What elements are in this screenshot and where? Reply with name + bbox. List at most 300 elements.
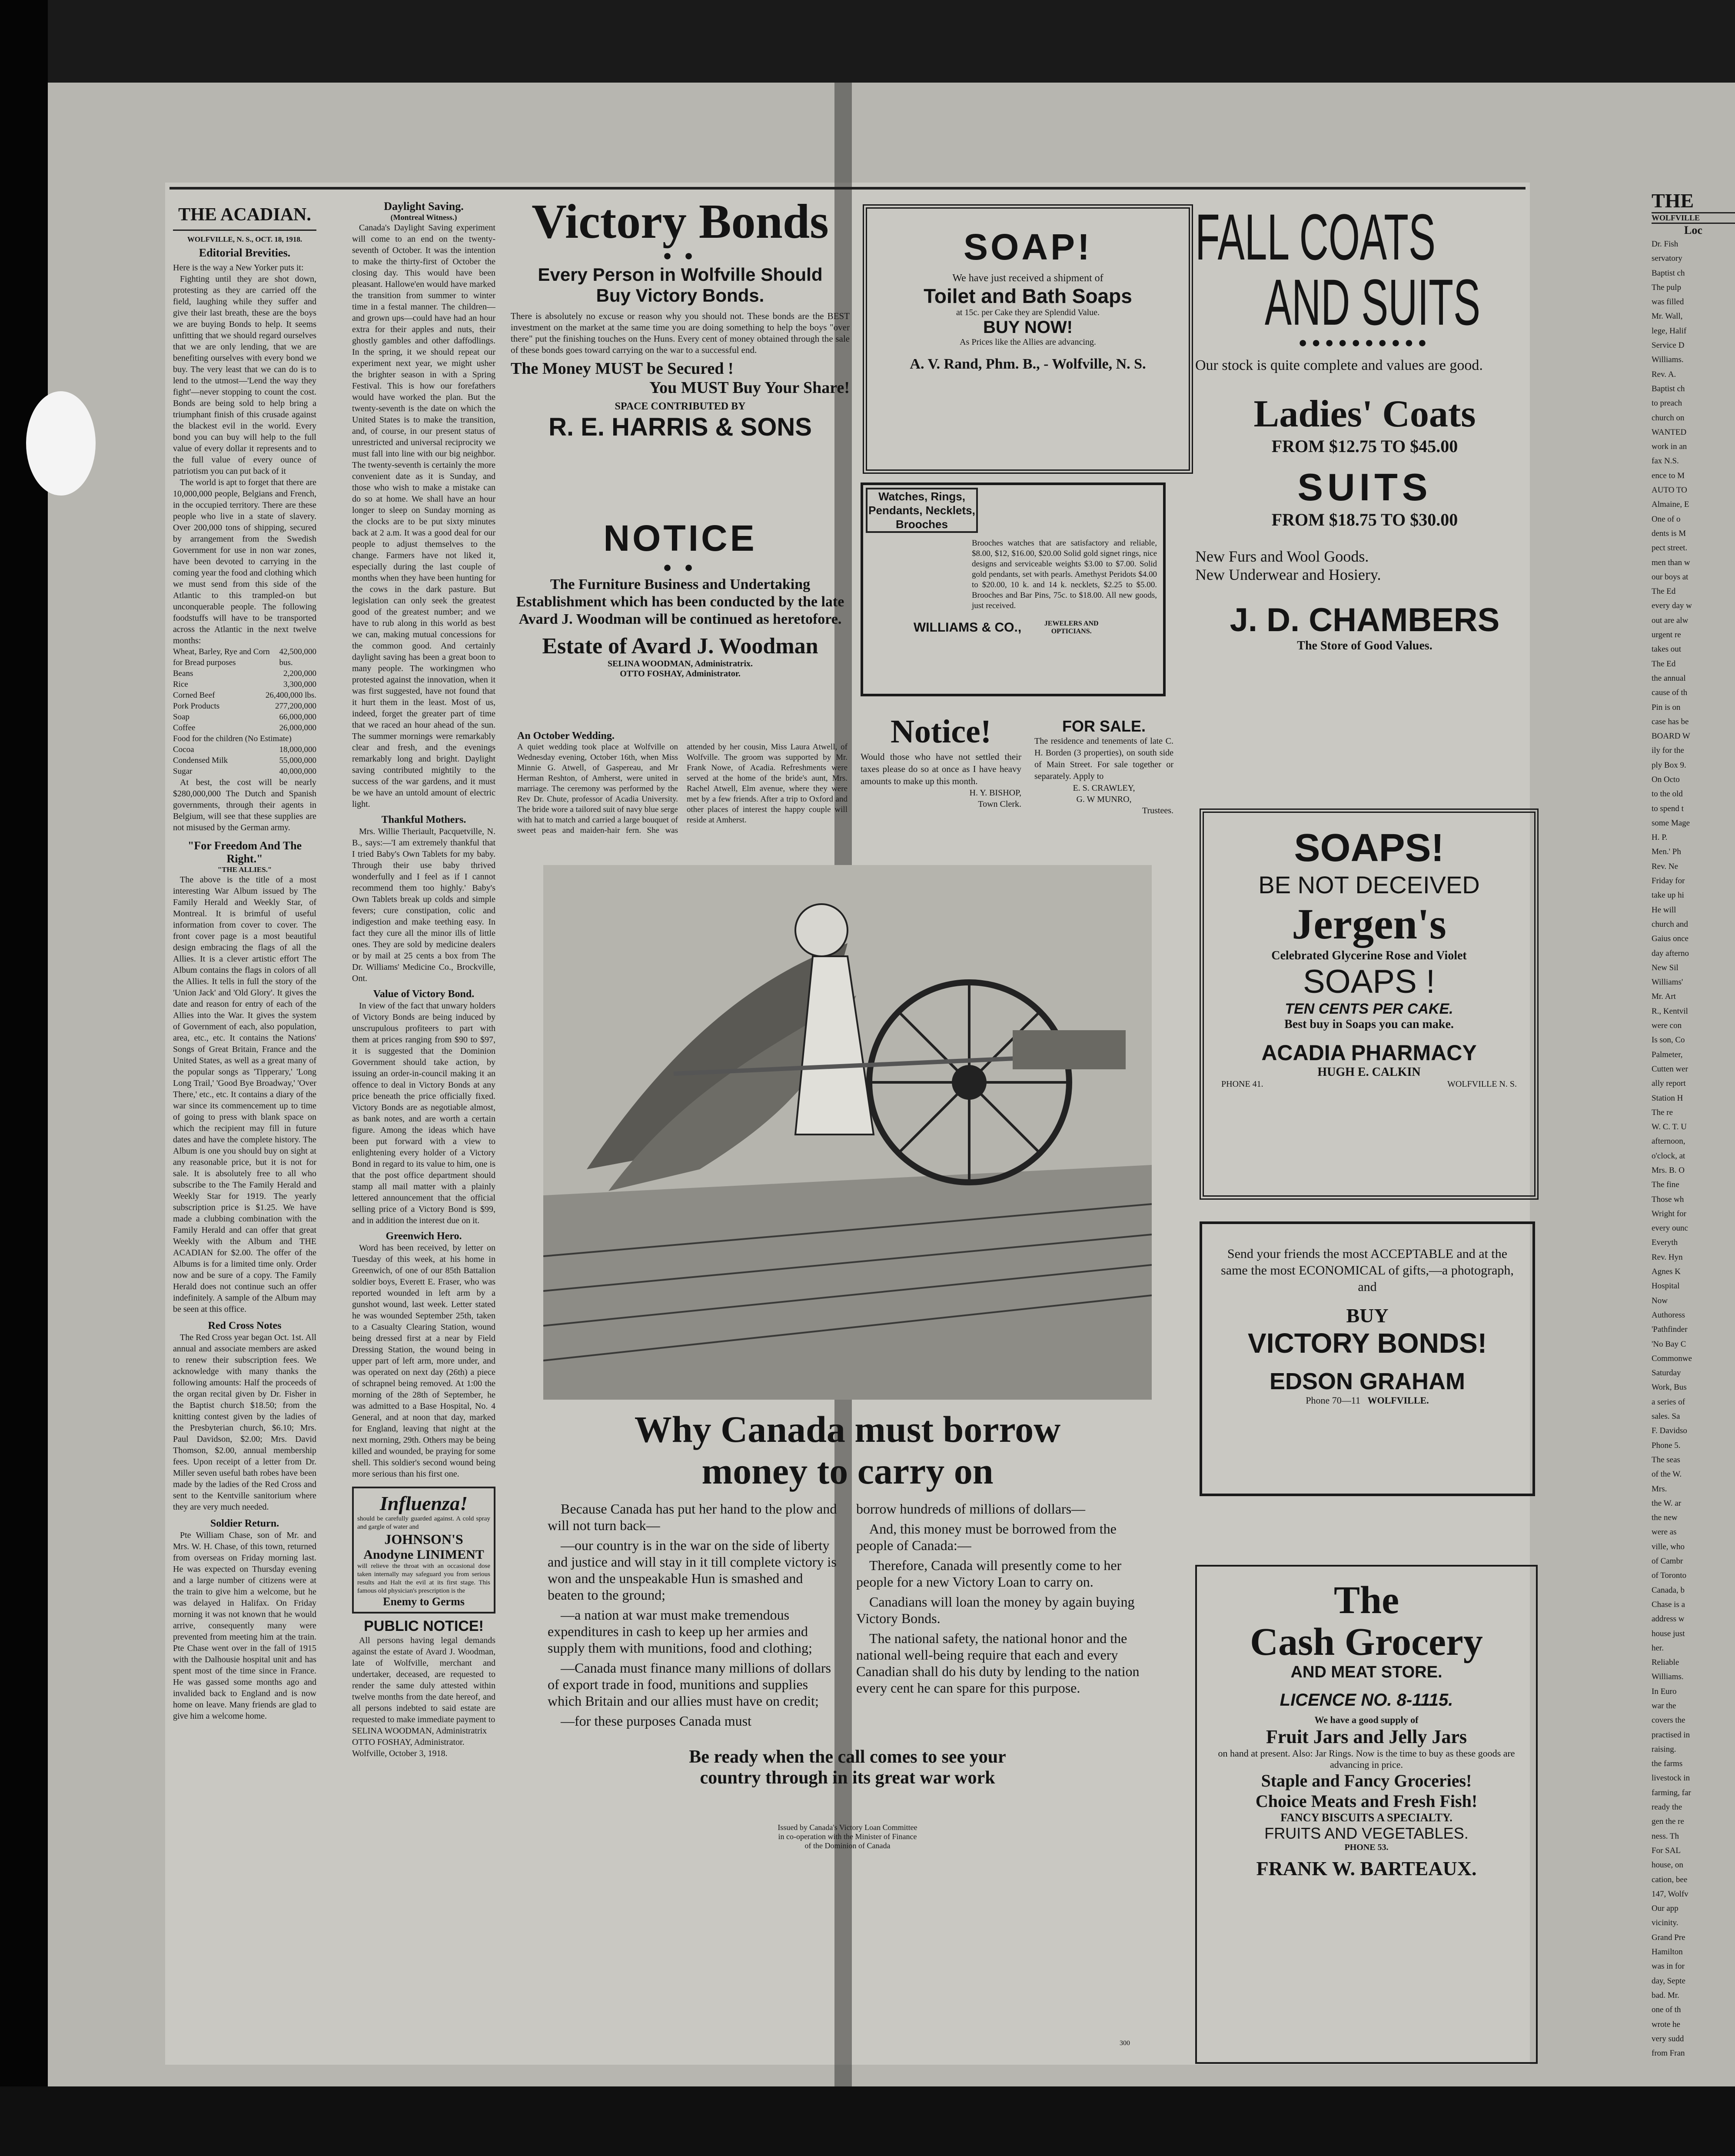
strip-line: to the old	[1652, 789, 1683, 799]
strip-line: the annual	[1652, 673, 1686, 683]
strip-line: one of th	[1652, 2005, 1681, 2015]
strip-line: Baptist ch	[1652, 268, 1685, 278]
borrow-left-p: —Canada must finance many millions of dollars of export trade in food, munitions and supplies which Britain and our allies must have on credit;	[548, 1660, 831, 1709]
acadia-h2: BE NOT DECEIVED	[1258, 871, 1480, 898]
influenza-product: Anodyne LINIMENT	[363, 1547, 484, 1562]
strip-line: work in an	[1652, 442, 1687, 452]
graham-body: Send your friends the most ACCEPTABLE and at the same the most ECONOMICAL of gifts,—a photograph, and	[1221, 1247, 1514, 1294]
strip-line: case has be	[1652, 717, 1689, 726]
food-row: Pork Products 277,200,000	[173, 702, 316, 711]
soap-rand-ad	[863, 204, 1193, 474]
strip-line: Rev. Hyn	[1652, 1252, 1683, 1262]
scan-bottom-edge	[0, 2086, 1735, 2156]
masthead-title: THE ACADIAN.	[178, 205, 311, 225]
greenwich-body: Word has been received, by letter on Tuesday of this week, at his home in Greenwich, of one of our 85th Battalion soldier boys, Everett E. Fraser, who was reported wounded in left arm by a gunshot wound, last week. Letter stated he was wounded September 25th, taken to a Casualty Clearing Station, wound being dressed first at a near by Field Dressing Station, the wound being in upper part of left arm, more under, and was operated on next day (26th) a piece of schrapnel being removed. At 1:00 the morning of the 28th of September, he was admitted to a Base Hospital, No. 4 General, and at noon that day, marked for England, leaving that night at the next morning, 29th. Others may be being killed and wounded, be praying for some shell. This soldier's second wound being more serious than his first one.	[352, 1243, 495, 1479]
strip-line: was in for	[1652, 1962, 1685, 1971]
punch-hole	[26, 391, 96, 496]
strip-line: every ounc	[1652, 1224, 1688, 1233]
victory-must: The Money MUST be Secured !	[511, 359, 734, 378]
scan-left-edge	[0, 0, 48, 2156]
watches-firm: WILLIAMS & CO.,	[913, 620, 1022, 635]
borrow-issued2: in co-operation with the Minister of Finance	[778, 1832, 917, 1841]
strip-line: The Ed	[1652, 659, 1676, 669]
influenza-ad	[352, 1487, 495, 1614]
strip-line: ready the	[1652, 1803, 1682, 1812]
strip-line: Dr. Fish	[1652, 240, 1678, 249]
borrow-call1: Be ready when the call comes to see your	[689, 1747, 1006, 1767]
editorial-p2: Fighting until they are shot down, protesting as they are carried off the field, laughing while they suffer and give their last breath, these are the boys we are buying Bonds to help. It seems unfitting that we should regard ourselves that we are only lending, that we are benefiting ourselves with every bond we buy. The very least that we can do is to lend to the utmost—'Lend the way they fight'—never stopping to count the cost. Bonds are being sold to help bring a triumphant finish of this crusade against the blackest evil in the world. Every bond you can buy will help to the full value of every dollar it represents and to the full value of every ounce of patriotism you can put back of it	[173, 274, 316, 476]
notice-woodman-body: The Furniture Business and Undertaking Establishment which has been conducted by the late Avard J. Woodman will be continued as heretofore.	[516, 576, 844, 627]
victory-body: There is absolutely no excuse or reason why you should not. These bonds are the BEST investment on the market at the same time you are doing something to help the boys "over there" put the finishing touches on the Huns. Every cent of money obtained through the sale of these bonds goes toward carrying on the war to a successful end.	[511, 311, 850, 355]
strip-line: was filled	[1652, 297, 1684, 307]
strip-line: Almaine, E	[1652, 500, 1689, 509]
chambers-suits-price: FROM $18.75 TO $30.00	[1271, 510, 1458, 529]
allegory-figure-image	[543, 865, 1152, 1400]
strip-line: men than w	[1652, 558, 1690, 567]
borrow-left-p: —a nation at war must make tremendous expenditures in cash to keep up her armies and supply them with munitions, food and clothing;	[548, 1607, 812, 1656]
strip-line: the farms	[1652, 1759, 1683, 1769]
graham-contact: Phone 70—11 WOLFVILLE.	[1306, 1395, 1429, 1406]
strip-line: One of o	[1652, 514, 1681, 524]
strip-line: her.	[1652, 1643, 1664, 1653]
dateline: WOLFVILLE, N. S., OCT. 18, 1918.	[187, 235, 302, 243]
strip-line: the new	[1652, 1513, 1678, 1523]
borrow-left-p: —our country is in the war on the side of liberty and justice and will stay in it till complete victory is won and the unspeakable Hun is smashed and beaten to the ground;	[548, 1537, 837, 1603]
food-row: Soap 66,000,000	[173, 712, 316, 722]
acadia-desc: Celebrated Glycerine Rose and Violet	[1271, 949, 1467, 962]
strip-line: The seas	[1652, 1455, 1680, 1464]
graham-buy: BUY	[1346, 1304, 1389, 1327]
influenza-brand: JOHNSON'S	[384, 1531, 463, 1547]
food-row: Coffee 26,000,000	[173, 723, 316, 732]
soap-l1: We have just received a shipment of	[952, 273, 1103, 284]
public-notice-sig3: Wolfville, October 3, 1918.	[352, 1749, 448, 1758]
strip-line: 'Pathfinder	[1652, 1325, 1688, 1334]
strip-line: church on	[1652, 413, 1685, 423]
strip-line: Mr. Art	[1652, 992, 1676, 1001]
acadia-price: TEN CENTS PER CAKE.	[1285, 1001, 1453, 1017]
graham-bonds: VICTORY BONDS!	[1248, 1328, 1487, 1359]
strip-line: address w	[1652, 1614, 1685, 1624]
chambers-tag: The Store of Good Values.	[1297, 639, 1433, 652]
next-page-strip	[1652, 187, 1735, 2082]
wedding-title: An October Wedding.	[517, 730, 615, 742]
soldier-title: Soldier Return.	[210, 1518, 279, 1529]
strip-line: Williams'	[1652, 978, 1683, 987]
redcross-title: Red Cross Notes	[208, 1320, 282, 1331]
food-after: At best, the cost will be nearly $280,000,000 The Dutch and Spanish governments, through their agents in Belgium, will see that these supplies are not misused by the German army.	[173, 778, 316, 832]
borrow-right	[856, 1501, 1147, 1729]
strip-line: New Sil	[1652, 963, 1678, 972]
strip-line: In Euro	[1652, 1687, 1677, 1696]
victory-loan-illustration	[543, 865, 1152, 1400]
strip-line: every day w	[1652, 601, 1692, 611]
strip-line: lege, Halif	[1652, 326, 1687, 336]
strip-line: Cutten wer	[1652, 1064, 1688, 1074]
strip-line: Work, Bus	[1652, 1383, 1687, 1392]
notice-woodman	[511, 517, 850, 722]
strip-line: Men.' Ph	[1652, 847, 1681, 857]
scan-top-edge	[0, 0, 1735, 83]
ornament: ● ●	[663, 559, 698, 576]
strip-line: vicinity.	[1652, 1918, 1678, 1928]
grocery-h2: Cash Grocery	[1250, 1620, 1483, 1664]
acadia-pharmacy-ad	[1200, 808, 1539, 1200]
strip-line: church and	[1652, 919, 1688, 929]
acadia-owner: HUGH E. CALKIN	[1317, 1065, 1421, 1079]
strip-line: Phone 5.	[1652, 1441, 1681, 1450]
acadia-h3: SOAPS !	[1303, 963, 1436, 1000]
notice-tax	[861, 713, 1021, 869]
strip-line: The fine	[1652, 1180, 1679, 1190]
notice-woodman-s2: OTTO FOSHAY, Administrator.	[620, 669, 741, 679]
strip-line: day, Septe	[1652, 1976, 1685, 1986]
freedom-title: "For Freedom And The Right."	[187, 839, 302, 865]
victory-sub1: Every Person in Wolfville Should	[538, 264, 823, 285]
soap-title: SOAP!	[963, 226, 1093, 267]
grocery-licence: LICENCE NO. 8-1115.	[1280, 1690, 1453, 1710]
borrow-call2: country through in its great war work	[700, 1768, 995, 1788]
borrow-right-p: Therefore, Canada will presently come to her people for a new Victory Loan to carry on.	[856, 1557, 1122, 1590]
soap-l5: As Prices like the Allies are advancing.	[960, 337, 1096, 347]
strip-title: THE	[1652, 190, 1694, 212]
soap-l3: at 15c. per Cake they are Splendid Value.	[956, 308, 1100, 317]
strip-line: of the W.	[1652, 1470, 1682, 1479]
food-row: Cocoa 18,000,000	[173, 745, 316, 754]
chambers-firm: J. D. CHAMBERS	[1230, 602, 1500, 639]
notice-tax-title: Notice!	[890, 713, 992, 750]
strip-line: to spend t	[1652, 804, 1684, 813]
daylight-body: Canada's Daylight Saving experiment will come to an end on the twenty-seventh of October. It was the intention to make the thirty-first of October the closing day. This would have been pleasant. Hallowe'en would have marked the transition from summer to winter time in a festal manner. The children—and grown ups—could have had an hour extra for their apples and nuts, their ghostly gambles and other daffodlings. In the spring, it we should repeat our experiment next year, we might usher the brighter season in with a Spring Festival. This is how our forefathers would have worked the plan. But the twenty-seventh is the date on which the United States is to make the transition, and, of course, in our present status of unrestricted and universal reciprocity we must fall into line with our big neighbor. The twenty-seventh is certainly the more convenient date as it is Sunday, and those who wish to make a mistake can do so at home. We shall have an hour longer to sleep on Sunday morning as the clocks are to be put sixty minutes back at 2 a.m. It was a good deal for our people to adjust themselves to the change. Farmers have not liked it, especially during the last couple of months when they have been hunting for the cows in the dark pasture. But legislation can only seek the greatest good of the greatest number; and we have to rub along in this world as best we can, making mutual concessions for the common good. And certainly daylight saving has been a great boon to many people. The workingmen who protested against the innovation, when it was first suggested, have not found that it hurt them in the least. Most of us, indeed, forget the greater part of time that we raced an hour ahead of the sun. The summer mornings were remarkably clear and fresh, and the evenings remarkably long and bright. Daylight saving contributed mightily to the success of the war gardens, and it must be we have an untold amount of electric light.	[352, 223, 495, 809]
editorial-p1: Here is the way a New Yorker puts it:	[173, 263, 304, 273]
strip-line: takes out	[1652, 645, 1682, 654]
strip-line: Hospital	[1652, 1281, 1680, 1291]
strip-line: livestock in	[1652, 1773, 1690, 1783]
strip-line: F. Davidso	[1652, 1426, 1687, 1436]
for-sale	[1034, 717, 1173, 869]
redcross-body: The Red Cross year began Oct. 1st. All annual and associate members are asked to renew their subscription fees. We acknowledge with many thanks the following amounts: Half the proceeds of the organ recital given by Dr. Fisher in the Baptist church $18.50; from the knitting contest given by the ladies of the Presbyterian church, $6.10; Mrs. Paul Davidson, $2.00; Mrs. David Thomson, $2.00, annual membership fees. Upon receipt of a letter from Dr. Miller seven useful bath robes have been made by the ladies of the Red Cross and sent to the Kentville sanitorium where they are very much needed.	[173, 1333, 316, 1512]
strip-line: Mrs.	[1652, 1484, 1667, 1494]
strip-line: dents is M	[1652, 529, 1686, 538]
watches-trade: JEWELERS AND OPTICIANS.	[1044, 620, 1099, 635]
food-row: Wheat, Barley, Rye and Corn for Bread purposes 42,500,000 bus.	[173, 647, 316, 667]
strip-line: H. P.	[1652, 833, 1668, 842]
strip-line: ally report	[1652, 1079, 1686, 1088]
acadia-phone: PHONE 41.	[1221, 1079, 1263, 1089]
borrow-left-p: Because Canada has put her hand to the plow and will not turn back—	[548, 1501, 837, 1533]
borrow-right-p: And, this money must be borrowed from the people of Canada:—	[856, 1521, 1117, 1553]
strip-line: ness. Th	[1652, 1831, 1679, 1841]
food-row: Condensed Milk 55,000,000	[173, 756, 316, 765]
thankful-body: Mrs. Willie Theriault, Pacquetville, N. B., says:—'I am extremely thankful that I tried Baby's Own Tablets for my baby. Through their use baby thrived wonderfully and I feel as if I cannot recommend them too highly.' Baby's Own Tablets break up colds and simple fevers; cure constipation, colic and indigestion and make teething easy. In fact they cure all the minor ills of little ones. They are sold by medicine dealers or by mail at 25 cents a box from The Dr. Williams' Medicine Co., Brockville, Ont.	[352, 827, 495, 983]
strip-line: very sudd	[1652, 2034, 1684, 2043]
acadia-store: ACADIA PHARMACY	[1261, 1041, 1477, 1065]
grocery-l5: Choice Meats and Fresh Fish!	[1255, 1791, 1478, 1811]
strip-line: covers the	[1652, 1716, 1685, 1725]
strip-line: take up hi	[1652, 891, 1684, 900]
divider	[173, 230, 316, 231]
wedding-article	[517, 730, 848, 869]
borrow-title1: Why Canada must borrow	[634, 1408, 1061, 1450]
strip-line: R., Kentvil	[1652, 1006, 1688, 1016]
strip-line: house just	[1652, 1629, 1685, 1638]
grocery-l6: FANCY BISCUITS A SPECIALTY.	[1280, 1811, 1452, 1824]
strip-line: Rev. Ne	[1652, 862, 1678, 871]
strip-line: He will	[1652, 905, 1676, 915]
victory-sponsor: R. E. HARRIS & SONS	[548, 413, 812, 441]
public-notice-body: All persons having legal demands against the estate of Avard J. Woodman, late of Wolfville, merchant and undertaker, deceased, are requested to render the same duly attested within twelve months from the date hereof, and all persons indebted to said estate are requested to make immediate payment to	[352, 1636, 495, 1724]
strip-line: Saturday	[1652, 1368, 1681, 1378]
strip-line: bad. Mr.	[1652, 1990, 1679, 2000]
for-sale-body: The residence and tenements of late C. H. Borden (3 properties), on south side of Main Street. For sale together or separately. Apply to	[1034, 736, 1173, 781]
strip-line: The re	[1652, 1108, 1673, 1117]
wedding-body: A quiet wedding took place at Wolfville on Wednesday evening, October 16th, when Miss Minnie G. Atwell, of Gaspereau, and Mr Herman Reshton, of Amherst, were united in marriage. The ceremony was performed by the Rev Dr. Chute, professor of Acadia University. The bride wore a tailored suit of navy blue serge with hat to match and carried a large bouquet of sweet peas and maiden-hair fern. She was attended by her cousin, Miss Laura Atwell, of Wolfville. The groom was supported by Mr. Frank Nowe, of Acadia. Refreshments were served at the home of the bride's aunt, Mrs. Rachel Atwell, Elm avenue, where they were met by a few friends. After a trip to Oxford and other places of interest the happy couple will reside at Amherst.	[517, 742, 848, 835]
notice-tax-sig1: H. Y. BISHOP,	[969, 788, 1021, 798]
soldier-body: Pte William Chase, son of Mr. and Mrs. W. H. Chase, of this town, returned from overseas on Friday morning last. He was expected on Thursday evening and a large number of citizens were at the train to give him a welcome, but he was delayed in Halifax. On Friday morning it was not known that he would arrive, consequently many were prevented from meeting him at the train. Pte Chase went over in the fall of 1915 with the Dalhousie hospital unit and has spent most of the time since in France. He was gassed some months ago and invalided back to England and is now home on leave. Many friends are glad to give him a welcome home.	[173, 1530, 316, 1721]
victory-space: SPACE CONTRIBUTED BY	[615, 401, 746, 412]
strip-line: servatory	[1652, 254, 1682, 263]
value-body: In view of the fact that unwary holders of Victory Bonds are being induced by unscrupulous profiteers to part with them at prices ranging from $90 to $97, it is suggested that the Dominion Government should take action, by issuing an order-in-council making it an offence to deal in Victory Bonds at any price beneath the price officially fixed. Victory Bonds are as negotiable almost, as bank notes, and are worth a certain figure. Among the ideas which have been put forward with a view to enlightening every holder of a Victory Bond in regard to its value to him, one is that the post office department should stamp all mail matter with a plainly lettered announcement that the official selling price of a Victory Bond is $99, and in addition the interest due on it.	[352, 1001, 495, 1225]
strip-line: Commonwe	[1652, 1354, 1692, 1363]
strip-line: our boys at	[1652, 572, 1688, 582]
influenza-line1: should be carefully guarded against. A cold spray and gargle of water and	[357, 1515, 490, 1530]
notice-woodman-estate: Estate of Avard J. Woodman	[542, 634, 818, 659]
strip-line: Reliable	[1652, 1658, 1679, 1667]
strip-line: Is son, Co	[1652, 1035, 1685, 1045]
grocery-phone: PHONE 53.	[1344, 1843, 1389, 1852]
strip-line: The pulp	[1652, 283, 1682, 292]
for-sale-sig3: Trustees.	[1142, 806, 1173, 815]
strip-dateline: WOLFVILLE	[1652, 212, 1735, 224]
influenza-footer: Enemy to Germs	[383, 1595, 465, 1608]
chambers-h2: AND SUITS	[1265, 266, 1481, 339]
acadia-town: WOLFVILLE N. S.	[1447, 1079, 1517, 1089]
strip-line: Palmeter,	[1652, 1050, 1683, 1059]
watches-ad	[861, 482, 1166, 696]
daylight-source: (Montreal Witness.)	[390, 213, 457, 222]
victory-title: Victory Bonds	[532, 196, 829, 249]
strip-line: Grand Pre	[1652, 1933, 1685, 1942]
borrow-issued3: of the Dominion of Canada	[804, 1841, 891, 1850]
strip-line: urgent re	[1652, 630, 1681, 640]
strip-line: Service D	[1652, 341, 1685, 350]
grocery-h1: The	[1333, 1579, 1399, 1622]
strip-line: war the	[1652, 1701, 1676, 1710]
strip-line: a series of	[1652, 1397, 1685, 1407]
strip-line: the W. ar	[1652, 1498, 1682, 1508]
strip-line: afternoon,	[1652, 1137, 1685, 1146]
strip-line: WANTED	[1652, 427, 1687, 437]
influenza-title: Influenza!	[380, 1492, 468, 1514]
grocery-owner: FRANK W. BARTEAUX.	[1256, 1857, 1477, 1880]
editorial-heading: Editorial Brevities.	[199, 246, 291, 259]
strip-line: o'clock, at	[1652, 1151, 1685, 1161]
strip-line: 147, Wolfv	[1652, 1889, 1688, 1899]
strip-line: Chase is a	[1652, 1600, 1685, 1609]
food-row: Food for the children (No Estimate)	[173, 734, 292, 743]
strip-line: Agnes K	[1652, 1267, 1681, 1277]
acadia-h1: SOAPS!	[1294, 826, 1444, 870]
strip-line: day afterno	[1652, 948, 1689, 958]
strip-line: of Cambr	[1652, 1557, 1683, 1566]
for-sale-sig1: E. S. CRAWLEY,	[1073, 783, 1135, 793]
chambers-suits: SUITS	[1297, 466, 1432, 509]
food-row: Sugar 40,000,000	[173, 767, 316, 776]
strip-line: Now	[1652, 1296, 1668, 1305]
public-notice-sig1: SELINA WOODMAN, Administratrix	[352, 1726, 487, 1736]
strip-line: Williams.	[1652, 1672, 1684, 1682]
chambers-h1: FALL COATS	[1195, 204, 1436, 273]
freedom-body: The above is the title of a most interesting War Album issued by The Family Herald and Weekly Star, of Montreal. It is brimful of useful information from cover to cover. The front cover page is a most beautiful design embracing the flags of all the Allies. It is a clever artistic effort The Album contains the flags in colors of all the Allies. It tells in full the story of the 'Union Jack' and 'Old Glory'. It gives the date and reason for entry of each of the Allies into the War. It gives the system of Government of each, also population, area, etc., etc. It contains the Nations' Songs of Great Britain, France and the United States, as well as a great many of the popular songs as 'Tipperary,' 'Long Long Trail,' 'Good Bye Broadway,' 'Over There,' etc., etc. It contains a diary of the war since its commencement up to time of going to press with blank space on which the recipient may fill in future dates and have the complete history. The Album is one you should buy on sight at any reasonable price, but it is not for sale. It is absolutely free to all who subscribe to the The Family Herald and Weekly Star for 1919. The yearly subscription price is $1.25. We have made a clubbing combination with the Family Herald and can offer that great Weekly with the Album and THE ACADIAN for $2.00. The offer of the Albums is for a limited time only. Order now and be sure of a copy. The Family Herald does not continue such an offer indefinitely. A sample of the Album may be seen at this office.	[173, 875, 316, 1314]
borrow-ad	[548, 1408, 1147, 2065]
chambers-ad	[1195, 204, 1534, 813]
strip-line: some Mage	[1652, 818, 1690, 828]
ornament: ● ●	[663, 248, 698, 264]
grocery-h3: AND MEAT STORE.	[1290, 1663, 1443, 1681]
cash-grocery-ad	[1195, 1565, 1538, 2064]
strip-line: Our app	[1652, 1904, 1678, 1913]
strip-line: fax N.S.	[1652, 456, 1679, 466]
strip-line: ville, who	[1652, 1542, 1685, 1551]
strip-line: ence to M	[1652, 471, 1685, 480]
food-row: Corned Beef 26,400,000 lbs.	[173, 691, 316, 700]
strip-line: AUTO TO	[1652, 486, 1687, 495]
influenza-line2: will relieve the throat with an occasional dose taken internally may safeguard you from serious results and Halt the evil at its first stage. This famous old physician's prescription is the	[357, 1563, 490, 1594]
strip-line: On Octo	[1652, 775, 1680, 784]
strip-line: Everyth	[1652, 1238, 1678, 1248]
borrow-left	[548, 1501, 839, 1729]
strip-line: cause of th	[1652, 688, 1688, 698]
strip-line: from Fran	[1652, 2049, 1685, 2058]
for-sale-sig2: G. W MUNRO,	[1076, 795, 1132, 804]
borrow-right-p: The national safety, the national honor and the national well-being require that each and every Canadian shall do his duty by lending to the nation every cent he can spare for this purpose.	[856, 1630, 1140, 1696]
value-title: Value of Victory Bond.	[373, 988, 475, 1000]
chambers-coats-price: FROM $12.75 TO $45.00	[1271, 436, 1458, 456]
editorial-p3: The world is apt to forget that there are 10,000,000 people, Belgians and French, in the occupied territory. There are these people who live in a state of slavery. Over 200,000 tons of shipping, secured by arrangement from the Swedish Government for use in non war zones, have been devoted to carrying in the coming year the food and clothing which we must send from this side of the Atlantic to this trampled-on but unconquerable people. The following foodstuffs will have to be transported across the Atlantic in the next twelve months:	[173, 478, 316, 645]
watches-footer	[863, 620, 1163, 635]
freedom-sub: "THE ALLIES."	[217, 865, 272, 874]
strip-line: Baptist ch	[1652, 384, 1685, 393]
borrow-columns	[548, 1501, 1147, 1729]
soap-l4: BUY NOW!	[983, 318, 1073, 337]
strip-line: Williams.	[1652, 355, 1684, 365]
strip-head: Loc	[1684, 224, 1702, 236]
column-two	[352, 196, 495, 2065]
strip-line: Those wh	[1652, 1194, 1684, 1204]
daylight-title: Daylight Saving.	[384, 200, 464, 213]
greenwich-title: Greenwich Hero.	[386, 1231, 462, 1242]
strip-line: Canada, b	[1652, 1585, 1685, 1595]
victory-sub2: Buy Victory Bonds.	[596, 285, 764, 306]
food-row: Rice 3,300,000	[173, 680, 316, 689]
strip-line: practised in	[1652, 1730, 1690, 1740]
strip-line: Rev. A.	[1652, 369, 1676, 379]
strip-line: For SAL	[1652, 1846, 1681, 1855]
food-row: Beans 2,200,000	[173, 669, 316, 678]
strip-line: gen the re	[1652, 1817, 1684, 1827]
borrow-num: 300	[1120, 2040, 1130, 2047]
notice-woodman-title: NOTICE	[603, 518, 757, 559]
strip-lines	[1652, 237, 1735, 2060]
strip-line: 'No Bay C	[1652, 1339, 1686, 1349]
ornament: ●●●●●●●●●●	[1298, 335, 1431, 351]
notice-woodman-s1: SELINA WOODMAN, Administratrix.	[607, 659, 753, 669]
strip-line: farming, far	[1652, 1788, 1691, 1797]
strip-line: were as	[1652, 1527, 1677, 1537]
borrow-right-p: borrow hundreds of millions of dollars—	[856, 1501, 1086, 1517]
watches-label: Watches, Rings, Pendants, Necklets, Brooches	[866, 488, 978, 533]
victory-share: You MUST Buy Your Share!	[649, 379, 850, 397]
grocery-l7: FRUITS AND VEGETABLES.	[1264, 1824, 1469, 1842]
chambers-l1: New Furs and Wool Goods.	[1195, 548, 1369, 565]
strip-line: Wright for	[1652, 1209, 1686, 1218]
borrow-title2: money to carry on	[701, 1450, 994, 1492]
grocery-l2: Fruit Jars and Jelly Jars	[1266, 1726, 1467, 1747]
strip-line: raising.	[1652, 1744, 1676, 1754]
soap-l2: Toilet and Bath Soaps	[924, 285, 1132, 307]
strip-line: wrote he	[1652, 2020, 1680, 2029]
borrow-issued1: Issued by Canada's Victory Loan Committee	[778, 1823, 917, 1832]
strip-line: of Toronto	[1652, 1571, 1687, 1580]
thankful-title: Thankful Mothers.	[381, 814, 466, 825]
public-notice-sig2: OTTO FOSHAY, Administrator.	[352, 1737, 465, 1747]
public-notice-title: PUBLIC NOTICE!	[364, 1618, 484, 1634]
strip-line: were con	[1652, 1021, 1682, 1031]
top-rule	[170, 187, 1526, 190]
chambers-coats: Ladies' Coats	[1253, 393, 1476, 435]
strip-line: out are alw	[1652, 616, 1688, 625]
strip-line: Gaius once	[1652, 934, 1688, 944]
strip-line: Authoress	[1652, 1310, 1685, 1320]
strip-line: Friday for	[1652, 876, 1685, 886]
notice-tax-body: Would those who have not settled their taxes please do so at once as I have heavy amounts to make up this month.	[861, 752, 1021, 786]
grocery-l1: We have a good supply of	[1314, 1714, 1419, 1725]
for-sale-title: FOR SALE.	[1062, 717, 1146, 735]
borrow-left-p: —for these purposes Canada must	[561, 1713, 752, 1729]
borrow-right-p: Canadians will loan the money by again buying Victory Bonds.	[856, 1594, 1135, 1626]
strip-line: Mrs. B. O	[1652, 1166, 1685, 1175]
strip-line: Mr. Wall,	[1652, 312, 1683, 321]
strip-line: ply Box 9.	[1652, 760, 1686, 770]
grocery-l4: Staple and Fancy Groceries!	[1261, 1771, 1472, 1790]
chambers-stock: Our stock is quite complete and values are good.	[1195, 357, 1483, 373]
soap-l6: A. V. Rand, Phm. B., - Wolfville, N. S.	[910, 356, 1146, 372]
strip-line: house, on	[1652, 1860, 1683, 1870]
graham-name: EDSON GRAHAM	[1269, 1368, 1465, 1394]
strip-line: ily for the	[1652, 746, 1684, 755]
strip-line: to preach	[1652, 399, 1682, 408]
grocery-l3: on hand at present. Also: Jar Rings. Now is the time to buy as these goods are advancing in price.	[1218, 1748, 1515, 1770]
strip-line: sales. Sa	[1652, 1412, 1680, 1421]
acadia-brand: Jergen's	[1292, 900, 1446, 948]
chambers-l2: New Underwear and Hosiery.	[1195, 566, 1381, 583]
strip-line: Hamilton	[1652, 1947, 1683, 1957]
strip-line: Station H	[1652, 1093, 1683, 1103]
strip-line: Pin is on	[1652, 702, 1681, 712]
acadia-best: Best buy in Soaps you can make.	[1284, 1018, 1454, 1031]
strip-line: pect street.	[1652, 543, 1688, 553]
strip-line: The Ed	[1652, 587, 1676, 596]
column-editorial	[173, 196, 316, 2065]
strip-line: BOARD W	[1652, 732, 1690, 741]
watches-body: Brooches watches that are satisfactory and reliable, $8.00, $12, $16.00, $20.00 Solid gold signet rings, nice designs and serviceable weights $3.00 to $7.00. Solid gold pendants, set with pearls. Amethyst Peridots $4.00 to $20.00, 10 k. and 14 k. necklets, $2.25 to $5.00. Brooches and Bar Pins, 75c. to $18.00. All new goods, just received.	[972, 539, 1157, 610]
food-table	[173, 646, 316, 777]
strip-line: W. C. T. U	[1652, 1122, 1687, 1132]
acadia-footer	[1204, 1079, 1534, 1089]
notice-tax-sig2: Town Clerk.	[978, 799, 1021, 809]
strip-line: cation, bee	[1652, 1875, 1688, 1884]
graham-ad	[1200, 1221, 1535, 1496]
